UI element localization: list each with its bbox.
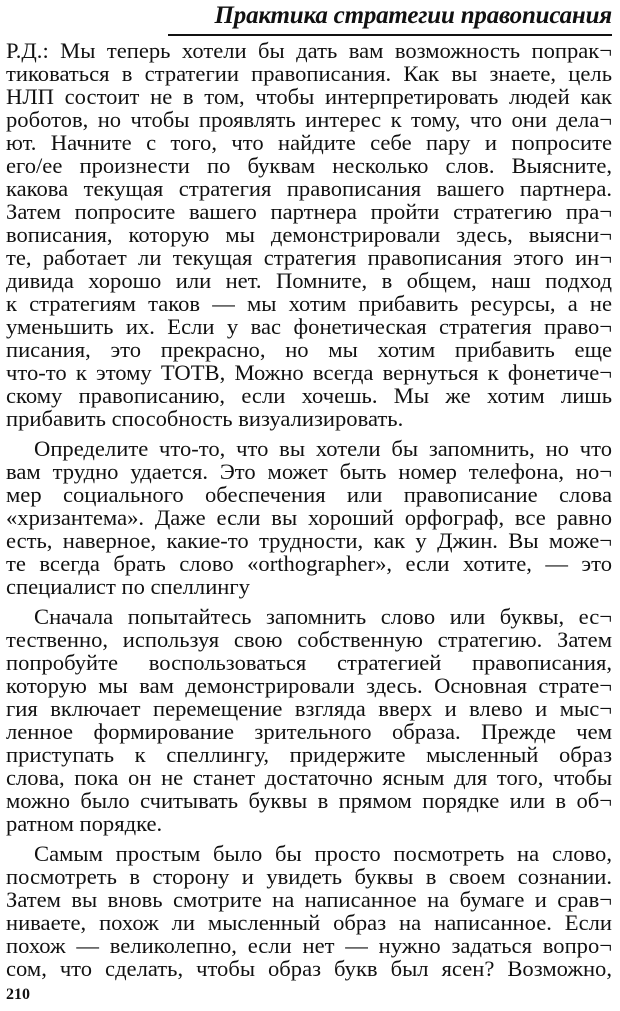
text-line: мер социального обеспечения или правописание слова	[6, 482, 612, 507]
paragraph	[6, 39, 612, 430]
page-number: 210	[6, 986, 30, 1003]
text-line: которую мы вам демонстрировали здесь. Основная страте¬	[6, 673, 612, 698]
text-line: ют. Начните с того, что найдите себе пару и попросите	[6, 130, 612, 155]
text-line: дивида хорошо или нет. Помните, в общем, наш подход	[6, 268, 612, 293]
text-line: роботов, но чтобы проявлять интерес к тому, что они дела¬	[6, 107, 612, 132]
text-line: ленное формирование зрительного образа. Прежде чем	[6, 719, 612, 744]
text-line: «хризантема». Даже если вы хороший орфограф, все равно	[6, 505, 612, 530]
body-text	[6, 39, 612, 987]
text-line: прибавить способность визуализировать.	[6, 406, 404, 431]
text-line: вописания, которую мы демонстрировали здесь, выясни¬	[6, 222, 612, 247]
text-line: что-то к этому ТОТВ, Можно всегда вернуться к фонетиче¬	[6, 360, 612, 385]
text-line: сом, что сделать, чтобы образ букв был ясен? Возможно,	[6, 956, 612, 981]
text-line: вам трудно удается. Это может быть номер телефона, но¬	[6, 459, 612, 484]
text-line: похож — великолепно, если нет — нужно задаться вопро¬	[6, 933, 612, 958]
text-line: Определите что-то, что вы хотели бы запомнить, но что	[34, 436, 612, 461]
text-line: есть, наверное, какие-то трудности, как у Джин. Вы може¬	[6, 528, 612, 553]
text-line: ниваете, похож ли мысленный образ на написанное. Если	[6, 910, 612, 935]
text-line: можно было считывать буквы в прямом порядке или в об¬	[6, 788, 612, 813]
text-line: те, работает ли текущая стратегия правописания этого ин¬	[6, 245, 612, 270]
text-line: специалист по спеллингу	[6, 574, 250, 599]
text-line: гия включает перемещение взгляда вверх и влево и мыс¬	[6, 696, 612, 721]
text-line: те всегда брать слово «orthographer», если хотите, — это	[6, 551, 612, 576]
text-line: Затем вы вновь смотрите на написанное на бумаге и срав¬	[6, 887, 612, 912]
text-line: приступать к спеллингу, придержите мысленный образ	[6, 742, 612, 767]
text-line: писания, это прекрасно, но мы хотим прибавить еще	[6, 337, 612, 362]
text-line: тиковаться в стратегии правописания. Как вы знаете, цель	[6, 61, 612, 86]
text-line: Сначала попытайтесь запомнить слово или буквы, ес¬	[34, 604, 612, 629]
text-line: НЛП состоит не в том, чтобы интерпретировать людей как	[6, 84, 612, 109]
text-line: попробуйте воспользоваться стратегией правописания,	[6, 650, 612, 675]
text-line: к стратегиям таков — мы хотим прибавить ресурсы, а не	[6, 291, 612, 316]
text-line: Р.Д.: Мы теперь хотели бы дать вам возможность попрак¬	[6, 38, 612, 63]
text-line: слова, пока он не станет достаточно ясным для того, чтобы	[6, 765, 612, 790]
header-rule	[168, 34, 612, 36]
text-line: Затем попросите вашего партнера пройти стратегию пра¬	[6, 199, 612, 224]
text-line: посмотреть в сторону и увидеть буквы в своем сознании.	[6, 864, 612, 889]
text-line: тественно, используя свою собственную стратегию. Затем	[6, 627, 612, 652]
running-head: Практика стратегии правописания	[214, 2, 612, 29]
paragraph	[6, 842, 612, 980]
text-line: его/ее произнести по буквам несколько слов. Выясните,	[6, 153, 612, 178]
text-line: ратном порядке.	[6, 811, 163, 836]
paragraph	[6, 605, 612, 835]
text-line: какова текущая стратегия правописания вашего партнера.	[6, 176, 612, 201]
paragraph	[6, 437, 612, 598]
text-line: Самым простым было бы просто посмотреть на слово,	[34, 841, 612, 866]
text-line: уменьшить их. Если у вас фонетическая стратегия право¬	[6, 314, 612, 339]
text-line: скому правописанию, если хочешь. Мы же хотим лишь	[6, 383, 612, 408]
